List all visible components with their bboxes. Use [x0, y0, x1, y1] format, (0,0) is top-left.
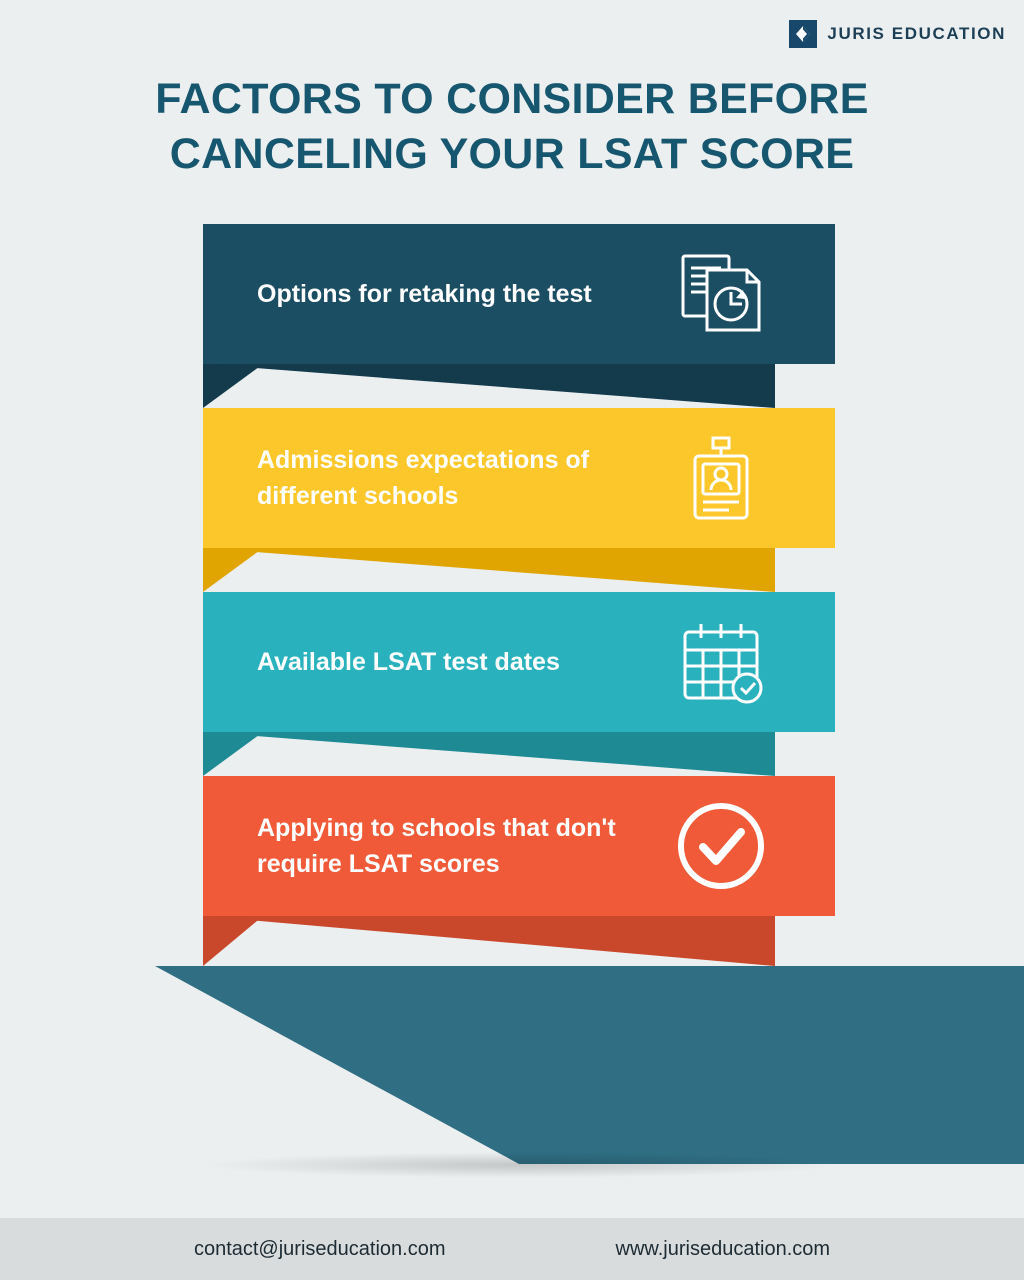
check-circle-icon: [669, 794, 773, 898]
funnel-step-2-notch: [203, 548, 835, 592]
page-title-line-2: CANCELING YOUR LSAT SCORE: [169, 130, 855, 179]
brand-name: JURIS EDUCATION: [827, 24, 1006, 43]
calendar-check-icon: [669, 610, 773, 714]
footer-email[interactable]: contact@juriseducation.com: [193, 1237, 446, 1260]
funnel-step-1-label: Options for retaking the test: [257, 279, 592, 308]
funnel-step-4: [203, 776, 835, 916]
funnel-step-2-label: Admissions expectations of different schools: [257, 445, 590, 510]
footer: [0, 1218, 1024, 1280]
page-title: [0, 72, 1024, 182]
funnel-step-4-notch: [203, 916, 835, 960]
funnel-diagram: [0, 224, 1024, 1204]
funnel-step-3-notch: [203, 732, 835, 776]
funnel-arrow: [155, 966, 883, 1166]
funnel-drop-shadow: [200, 1152, 840, 1178]
funnel-step-3: [203, 592, 835, 732]
documents-refresh-icon: [669, 242, 773, 346]
id-badge-icon: [669, 426, 773, 530]
funnel-step-1-notch: [203, 364, 835, 408]
funnel-step-3-label: Available LSAT test dates: [257, 647, 560, 676]
brand-logo: [789, 20, 1006, 48]
page-title-line-1: FACTORS TO CONSIDER BEFORE: [155, 75, 869, 123]
funnel-step-1: [203, 224, 835, 364]
footer-website[interactable]: www.juriseducation.com: [615, 1237, 831, 1260]
juris-diamond-logo-icon: [789, 20, 817, 48]
funnel-step-4-label: Applying to schools that don't require LSAT scores: [257, 813, 616, 878]
funnel-step-2: [203, 408, 835, 548]
